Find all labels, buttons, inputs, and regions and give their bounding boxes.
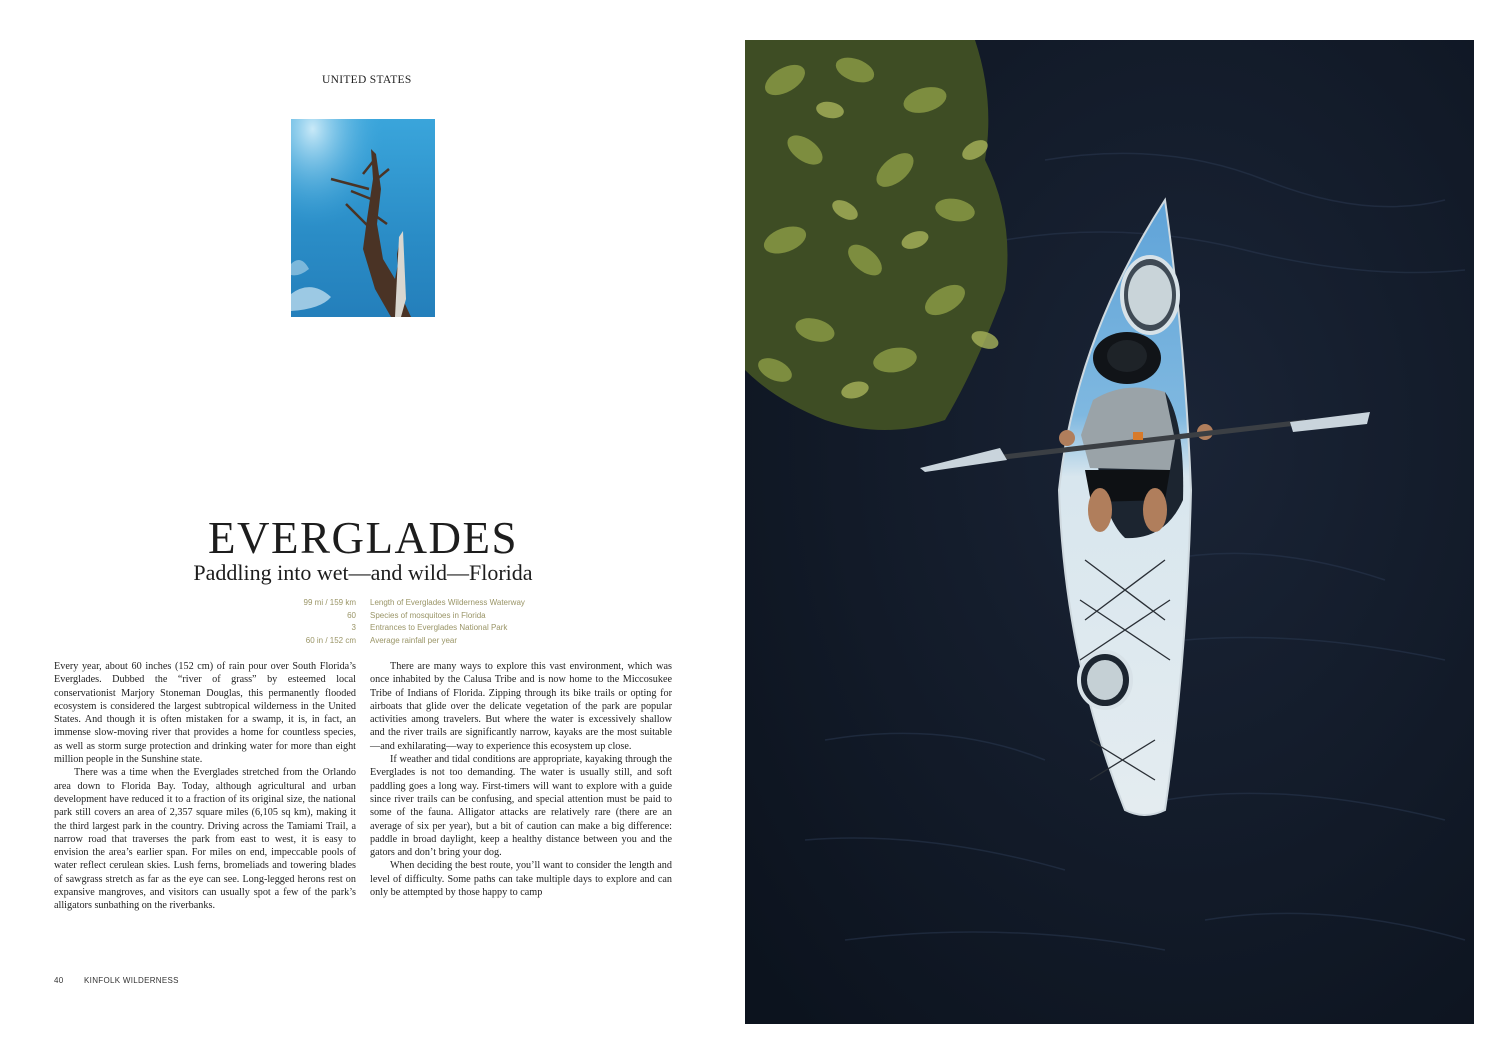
body-column-right [370,660,672,899]
dead-tree-image [291,119,435,317]
fact-row [150,622,670,635]
fact-label: Entrances to Everglades National Park [370,623,508,632]
fact-row [150,635,670,648]
body-paragraph: Every year, about 60 inches (152 cm) of rain pour over South Florida’s Everglades. Dubbed the “river of grass” by esteemed local conservationist Marjory Stoneman Douglas, this permanently flooded ecosystem is considered the largest subtropical wilderness in the United States. And though it is often mistaken for a swamp, it is, in fact, an immense slow-moving river that provides a home for countless species, as well as storm surge protection and drinking water for more than eight million people in the Sunshine state. [54,661,356,766]
foliage [745,40,1008,430]
article-title: EVERGLADES [208,513,518,563]
page-number: 40 [54,976,64,985]
body-paragraph: If weather and tidal conditions are appropriate, kayaking through the Everglades is not too demanding. The water is usually still, and soft paddling goes a long way. First-timers will want to explore with a guide since river trails can be confusing, and special attention must be paid to some of the fauna. Alligator attacks are relatively rare (there are an average of six per year), but a bit of caution can make a big difference: paddle in broad daylight, keep a healthy distance between you and the gators and don’t bring your dog. [370,754,672,859]
article-subtitle: Paddling into wet—and wild—Florida [193,560,533,585]
page-footer [54,976,179,985]
body-paragraph: There was a time when the Everglades stretched from the Orlando area down to Florida Bay. Today, although agricultural and urban development have reduced it to a fraction of its original size, the national park still covers an area of 2,357 square miles (6,105 sq km), making it the third largest park in the country. Driving across the Tamiami Trail, a narrow road that traverses the park from east to west, it is easy to envision the area’s earlier span. For miles on end, impeccable pools of water reflect cerulean skies. Lush ferns, bromeliads and towering blades of sawgrass stretch as far as the eye can see. Long-legged herons rest on expansive mangroves, and visitors can usually spot a few of the park’s alligators sunbathing on the riverbanks. [54,767,356,912]
body-column-left [54,660,356,913]
body-paragraph: When deciding the best route, you’ll want to consider the length and level of difficulty. Some paths can take multiple days to explore and can only be attempted by those happy to camp [370,860,672,899]
section-label: UNITED STATES [322,74,412,86]
fact-value: 60 in / 152 cm [305,635,356,645]
kayak-photo [745,40,1474,1024]
fact-label: Average rainfall per year [370,635,458,645]
dead-tree-photo [291,119,435,317]
fact-value: 3 [351,623,356,632]
body-paragraph: There are many ways to explore this vast environment, which was once inhabited by the Calusa Tribe and is now home to the Miccosukee Tribe of Indians of Florida. Zipping through its bike trails or opting for airboats that glide over the delicate vegetation of the park are popular activities among travelers. But where the water is excessively shallow and the river trails are significantly narrow, kayaks are the most suitable—and exhilarating—way to experience this ecosystem up close. [370,661,672,752]
publication-name: KINFOLK WILDERNESS [84,976,179,985]
fact-label: Species of mosquitoes in Florida [370,610,486,620]
fact-list [150,597,670,647]
fact-row [150,597,670,610]
fact-value: 60 [347,610,356,620]
fact-label: Length of Everglades Wilderness Waterway [370,598,525,607]
kayak-aerial-image [745,40,1474,1024]
fact-row [150,610,670,623]
fact-value: 99 mi / 159 km [303,598,356,607]
